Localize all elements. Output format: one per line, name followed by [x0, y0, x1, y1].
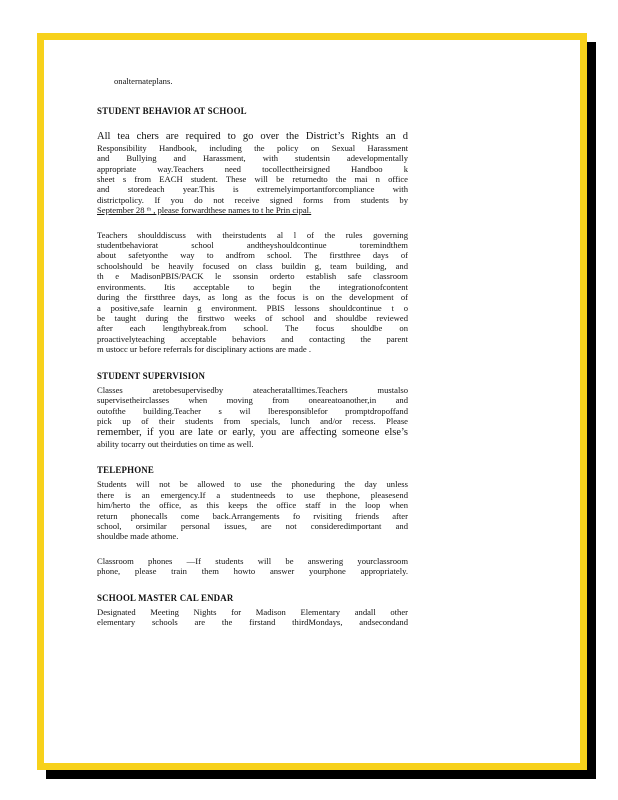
text-line: there is an emergency.If a studentneeds to use thephone, pleasesend	[97, 489, 408, 500]
supervision-paragraph	[97, 385, 408, 449]
text-line: him/herto the office, as this keeps the office staff in the loop when	[97, 500, 408, 511]
telephone-paragraph-2	[97, 556, 408, 577]
text-line: shouldbe made athome.	[97, 531, 179, 542]
text-line: appropriate way.Teachers need tocollecttheirsigned Handboo k	[97, 163, 408, 174]
text-line: pick up of their students from specials, lunch and/or recess. Please	[97, 416, 408, 427]
document-body	[97, 76, 408, 642]
text-line: Classroom phones —If students will be answering yourclassroom	[97, 555, 408, 566]
text-line: All tea chers are required to go over the District’s Rights an d	[97, 130, 408, 142]
text-line: Responsibility Handbook, including the policy on Sexual Harassment	[97, 142, 408, 153]
text-line: environments. Itis acceptable to begin the integrationofcontent	[97, 281, 408, 292]
text-line: Teachers shoulddiscuss with theirstudents al l of the rules governing	[97, 229, 408, 240]
text-line: remember, if you are late or early, you are affecting someone else’s	[97, 426, 408, 438]
text-line: sheet s from EACH student. These will be returnedto the mai n office	[97, 174, 408, 185]
text-line: th e MadisonPBIS/PACK le ssonsin orderto establish safe classroom	[97, 271, 408, 282]
text-line: proactivelyteaching acceptable behaviors and contacting the parent	[97, 333, 408, 344]
heading-student-behavior: STUDENT BEHAVIOR AT SCHOOL	[97, 106, 247, 117]
text-line: Designated Meeting Nights for Madison Elementary andall other	[97, 607, 408, 618]
text-line: outofthe building.Teacher s wil lberesponsiblefor promptdropoffand	[97, 405, 408, 416]
document-page	[37, 33, 587, 770]
text-line: after each lengthybreak.from school. The focus shouldbe on	[97, 323, 408, 334]
text-line: September 28 ᵗʰ , please forwardthese names to t he Prin cipal.	[97, 205, 312, 216]
calendar-paragraph	[97, 607, 408, 628]
text-line: phone, please train them howto answer yourphone appropriately.	[97, 566, 408, 577]
text-line: during the firstthree days, as long as the focus is on the development of	[97, 292, 408, 303]
text-line: studentbehaviorat school andtheyshouldcontinue toremindthem	[97, 240, 408, 251]
text-line: be taught during the firsttwo weeks of school and shouldbe reviewed	[97, 312, 408, 323]
text-line: ability tocarry out theirduties on time as well.	[97, 438, 254, 449]
text-line: about safetyonthe way to andfrom school. The firstthree days of	[97, 250, 408, 261]
behavior-paragraph-1	[97, 131, 408, 216]
text-line: m ustocc ur before referrals for disciplinary actions are made .	[97, 344, 312, 355]
heading-school-master-calendar: SCHOOL MASTER CAL ENDAR	[97, 592, 234, 603]
text-line: school, orsimilar personal issues, are not consideredimportant and	[97, 521, 408, 531]
telephone-paragraph-1	[97, 479, 408, 541]
text-line: Students will not be allowed to use the phoneduring the day unless	[97, 479, 408, 490]
behavior-paragraph-2	[97, 230, 408, 355]
text-line: elementary schools are the firstand thirdMondays, andsecondand	[97, 617, 408, 628]
lead-line: onalternateplans.	[114, 76, 173, 86]
text-line: return phonecalls come back.Arrangements fo rvisiting friends after	[97, 510, 408, 521]
text-line: districtpolicy. If you do not receive signed forms from students by	[97, 194, 408, 205]
heading-telephone: TELEPHONE	[97, 464, 155, 475]
text-line: Classes aretobesupervisedby ateacheratalltimes.Teachers mustalso	[97, 384, 408, 395]
text-line: schoolshould be heavily focused on class buildin g, team building, and	[97, 260, 408, 271]
text-line: and storedeach year.This is extremelyimportantforcompliance with	[97, 184, 408, 195]
text-line: supervisetheirclasses when moving from oneareatoanother,in and	[97, 395, 408, 406]
text-line: a positive,safe learnin g environment. PBIS lessons shouldcontinue t o	[97, 302, 408, 313]
text-line: and Bullying and Harassment, with studentsin adevelopmentally	[97, 153, 408, 164]
heading-student-supervision: STUDENT SUPERVISION	[97, 370, 206, 381]
